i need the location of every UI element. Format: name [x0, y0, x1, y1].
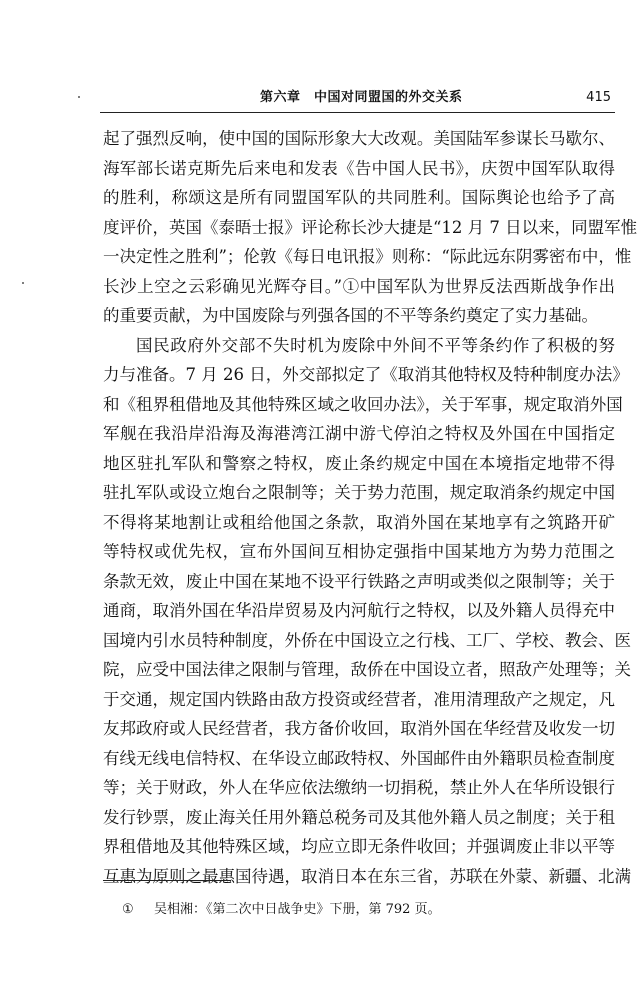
text-line: 等特权或优先权，宣布外国间互相协定强指中国某地方为势力范围之: [103, 542, 615, 561]
footnote-text: 吴相湘：《第二次中日战争史》下册，第 792 页。: [154, 902, 441, 917]
text-line: 长沙上空之云彩确见光辉夺目。”①中国军队为世界反法西斯战争作出: [103, 276, 615, 296]
chapter-title: 第六章 中国对同盟国的外交关系: [260, 90, 463, 105]
page-number: 415: [586, 90, 611, 105]
text-line: 和《租界租借地及其他特殊区域之收回办法》，关于军事，规定取消外国: [103, 394, 623, 414]
text-line: 有线无线电信特权、在华设立邮政特权、外国邮件由外籍职员检查制度: [103, 748, 615, 768]
paragraph-start-line: 国民政府外交部不失时机为废除中外间不平等条约作了积极的努: [136, 335, 615, 355]
scan-speck: [78, 96, 80, 98]
footnote: [122, 900, 441, 920]
text-line: 发行钞票，废止海关任用外籍总税务司及其他外籍人员之制度；关于租: [103, 807, 615, 827]
text-line: 友邦政府或人民经营者，我方备价收回，取消外国在华经营及收发一切: [103, 719, 615, 738]
text-line: 力与准备。7 月 26 日，外交部拟定了《取消其他特权及特种制度办法》: [103, 365, 629, 384]
body-text: [103, 124, 638, 891]
text-line: 通商，取消外国在华沿岸贸易及内河航行之特权，以及外籍人员得充中: [103, 601, 615, 620]
running-header: [100, 88, 615, 113]
text-line: 国境内引水员特种制度，外侨在中国设立之行栈、工厂、学校、教会、医: [103, 630, 631, 650]
text-line: 地区驻扎军队和警察之特权，废止条约规定中国在本境指定地带不得: [103, 453, 615, 473]
footnote-divider: [103, 880, 231, 881]
text-line: 条款无效，废止中国在某地不设平行铁路之声明或类似之限制等；关于: [103, 571, 615, 591]
text-line: 界租借地及其他特殊区域，均应立即无条件收回；并强调废止非以平等: [103, 837, 615, 856]
scan-speck: [22, 282, 24, 284]
text-line: 军舰在我沿岸沿海及海港湾江湖中游弋停泊之特权及外国在中国指定: [103, 424, 615, 443]
text-line: 的重要贡献，为中国废除与列强各国的不平等条约奠定了实力基础。: [103, 306, 598, 325]
text-line: 于交通，规定国内铁路由敌方投资或经营者，准用清理敌产之规定，凡: [103, 689, 615, 709]
text-line: 驻扎军队或设立炮台之限制等；关于势力范围，规定取消条约规定中国: [103, 483, 615, 502]
text-line: 不得将某地割让或租给他国之条款，取消外国在某地享有之筑路开矿: [103, 512, 615, 532]
text-line: 互惠为原则之最惠国待遇，取消日本在东三省，苏联在外蒙、新疆、北满: [103, 866, 631, 886]
text-line: 度评价，英国《泰晤士报》评论称长沙大捷是“12 月 7 日以来，同盟军惟: [103, 217, 638, 237]
text-line: 的胜利，称颂这是所有同盟国军队的共同胜利。国际舆论也给予了高: [103, 188, 615, 207]
text-line: 一决定性之胜利”；伦敦《每日电讯报》则称：“际此远东阴雾密布中，惟: [103, 247, 632, 266]
text-line: 院，应受中国法律之限制与管理，敌侨在中国设立者，照敌产处理等；关: [103, 660, 631, 679]
text-line: 海军部长诺克斯先后来电和发表《告中国人民书》，庆贺中国军队取得: [103, 158, 615, 178]
text-line: 起了强烈反响，使中国的国际形象大大改观。美国陆军参谋长马歇尔、: [103, 129, 615, 148]
footnote-marker: ①: [122, 902, 134, 917]
text-line: 等；关于财政，外人在华应依法缴纳一切捐税，禁止外人在华所设银行: [103, 778, 615, 797]
